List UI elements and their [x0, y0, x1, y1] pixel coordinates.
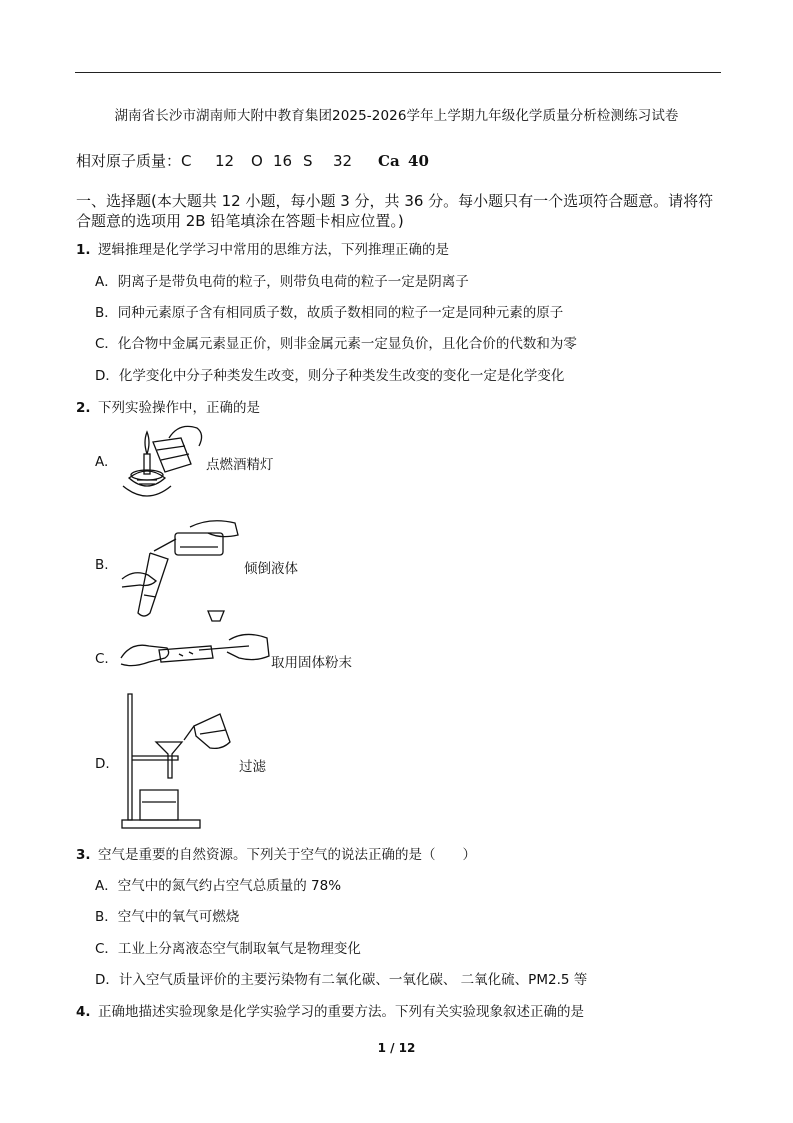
q2-option-c-letter: C.	[95, 651, 109, 667]
filtration-figure	[118, 692, 240, 832]
pouring-liquid-figure	[120, 515, 245, 625]
page-number: 1 / 12	[377, 1041, 416, 1055]
question-number: 3.	[76, 847, 91, 863]
section-instructions: 一、选择题(本大题共 12 小题，每小题 3 分，共 36 分。每小题只有一个选项符合题意。请将符合题意的选项用 2B 铅笔填涂在答题卡相应位置。)	[76, 192, 714, 230]
q3-option-b: B．空气中的氧气可燃烧	[95, 909, 240, 925]
q2-option-b-letter: B.	[95, 557, 109, 573]
atomic-mass-ca: 40	[408, 152, 429, 170]
q1-option-d: D．化学变化中分子种类发生改变，则分子种类发生改变的变化一定是化学变化	[95, 368, 565, 384]
exam-title: 湖南省长沙市湖南师大附中教育集团2025-2026学年上学期九年级化学质量分析检测练习试卷	[114, 108, 679, 124]
q2-option-a-letter: A.	[95, 454, 109, 470]
q1-option-a: A．阴离子是带负电荷的粒子，则带负电荷的粒子一定是阴离子	[95, 274, 469, 290]
atomic-mass-label: 相对原子质量：	[76, 152, 182, 170]
q3-option-c: C．工业上分离液态空气制取氧气是物理变化	[95, 941, 361, 957]
q2-option-d-letter: D.	[95, 756, 110, 772]
question-1	[76, 238, 449, 258]
atomic-mass-line	[76, 150, 429, 171]
question-2	[76, 396, 260, 416]
question-stem: 正确地描述实验现象是化学实验学习的重要方法。下列有关实验现象叙述正确的是	[98, 1004, 584, 1020]
q2-option-c-caption: 取用固体粉末	[271, 655, 352, 671]
atomic-mass-s: 32	[333, 152, 353, 170]
question-number: 4.	[76, 1004, 91, 1020]
question-stem: 逻辑推理是化学学习中常用的思维方法，下列推理正确的是	[98, 242, 449, 258]
question-number: 2.	[76, 400, 91, 416]
q2-option-a-caption: 点燃酒精灯	[206, 457, 274, 473]
atomic-symbol-ca: Ca	[378, 152, 400, 170]
question-3	[76, 843, 476, 863]
question-number: 1.	[76, 242, 91, 258]
atomic-mass-o: 16	[273, 152, 293, 170]
question-4	[76, 1000, 584, 1020]
question-stem: 下列实验操作中，正确的是	[98, 400, 260, 416]
atomic-symbol-o: O	[251, 152, 263, 170]
question-stem: 空气是重要的自然资源。下列关于空气的说法正确的是（ ）	[98, 847, 476, 863]
atomic-symbol-c: C	[181, 152, 192, 170]
q1-option-c: C．化合物中金属元素显正价，则非金属元素一定显负价，且化合价的代数和为零	[95, 336, 577, 352]
q2-option-b-caption: 倾倒液体	[244, 561, 298, 577]
q3-option-d: D．计入空气质量评价的主要污染物有二氧化碳、一氧化碳、 二氧化硫、PM2.5 等	[95, 972, 588, 988]
solid-powder-figure	[119, 632, 271, 674]
atomic-mass-c: 12	[215, 152, 235, 170]
header-rule	[75, 72, 721, 73]
q3-option-a: A．空气中的氮气约占空气总质量的 78%	[95, 878, 342, 894]
alcohol-lamp-figure	[117, 420, 209, 504]
atomic-symbol-s: S	[303, 152, 313, 170]
q1-option-b: B．同种元素原子含有相同质子数，故质子数相同的粒子一定是同种元素的原子	[95, 305, 564, 321]
q2-option-d-caption: 过滤	[239, 759, 266, 775]
